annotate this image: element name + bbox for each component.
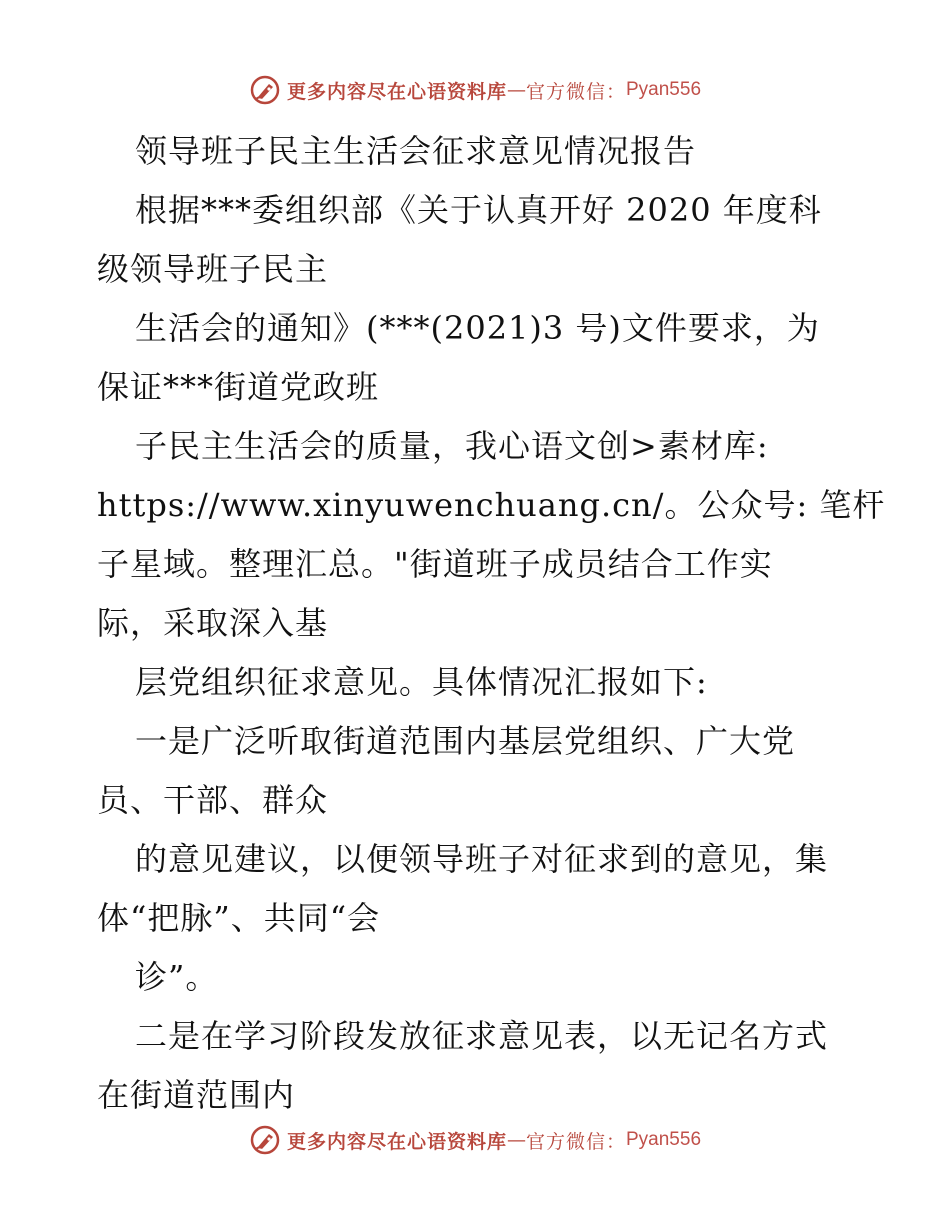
body-line: 一是广泛听取街道范围内基层党组织、广大党 — [135, 722, 796, 760]
body-line: 层党组织征求意见。具体情况汇报如下: — [135, 663, 708, 701]
body-line: 子民主生活会的质量，我心语文创>素材库: — [135, 427, 769, 465]
pen-nib-logo-icon — [249, 1124, 281, 1156]
body-line: 生活会的通知》(***(2021)3 号)文件要求，为 — [135, 309, 820, 347]
watermark-banner-top — [0, 72, 950, 108]
watermark-banner-bottom — [0, 1122, 950, 1158]
watermark-sub-text: 官方微信： — [525, 1130, 626, 1153]
watermark-dash: — — [506, 79, 526, 101]
watermark-dash: — — [506, 1129, 526, 1151]
body-line: 根据***委组织部《关于认真开好 2020 年度科 — [135, 191, 822, 229]
watermark-wechat-id: Pyan556 — [626, 79, 702, 100]
body-line: 体“把脉”、共同“会 — [97, 899, 381, 937]
body-line: 级领导班子民主 — [97, 250, 329, 288]
body-line: 在街道范围内 — [97, 1076, 296, 1114]
body-line: 的意见建议，以便领导班子对征求到的意见，集 — [135, 840, 829, 878]
document-title: 领导班子民主生活会征求意见情况报告 — [135, 132, 697, 170]
body-line: 子星域。整理汇总。"街道班子成员结合工作实 — [97, 545, 773, 583]
watermark-sub-text: 官方微信： — [525, 80, 626, 103]
watermark-wechat-id: Pyan556 — [626, 1129, 702, 1150]
body-line: 二是在学习阶段发放征求意见表，以无记名方式 — [135, 1017, 829, 1055]
body-line: 保证***街道党政班 — [97, 368, 380, 406]
watermark-main-text: 更多内容尽在心语资料库 — [286, 1130, 507, 1153]
document-body — [97, 122, 886, 1125]
pen-nib-logo-icon — [249, 74, 281, 106]
body-line: https://www.xinyuwenchuang.cn/。公众号: 笔杆 — [97, 486, 886, 524]
body-line: 诊”。 — [135, 958, 219, 996]
watermark-main-text: 更多内容尽在心语资料库 — [286, 80, 507, 103]
body-line: 际，采取深入基 — [97, 604, 329, 642]
body-line: 员、干部、群众 — [97, 781, 329, 819]
